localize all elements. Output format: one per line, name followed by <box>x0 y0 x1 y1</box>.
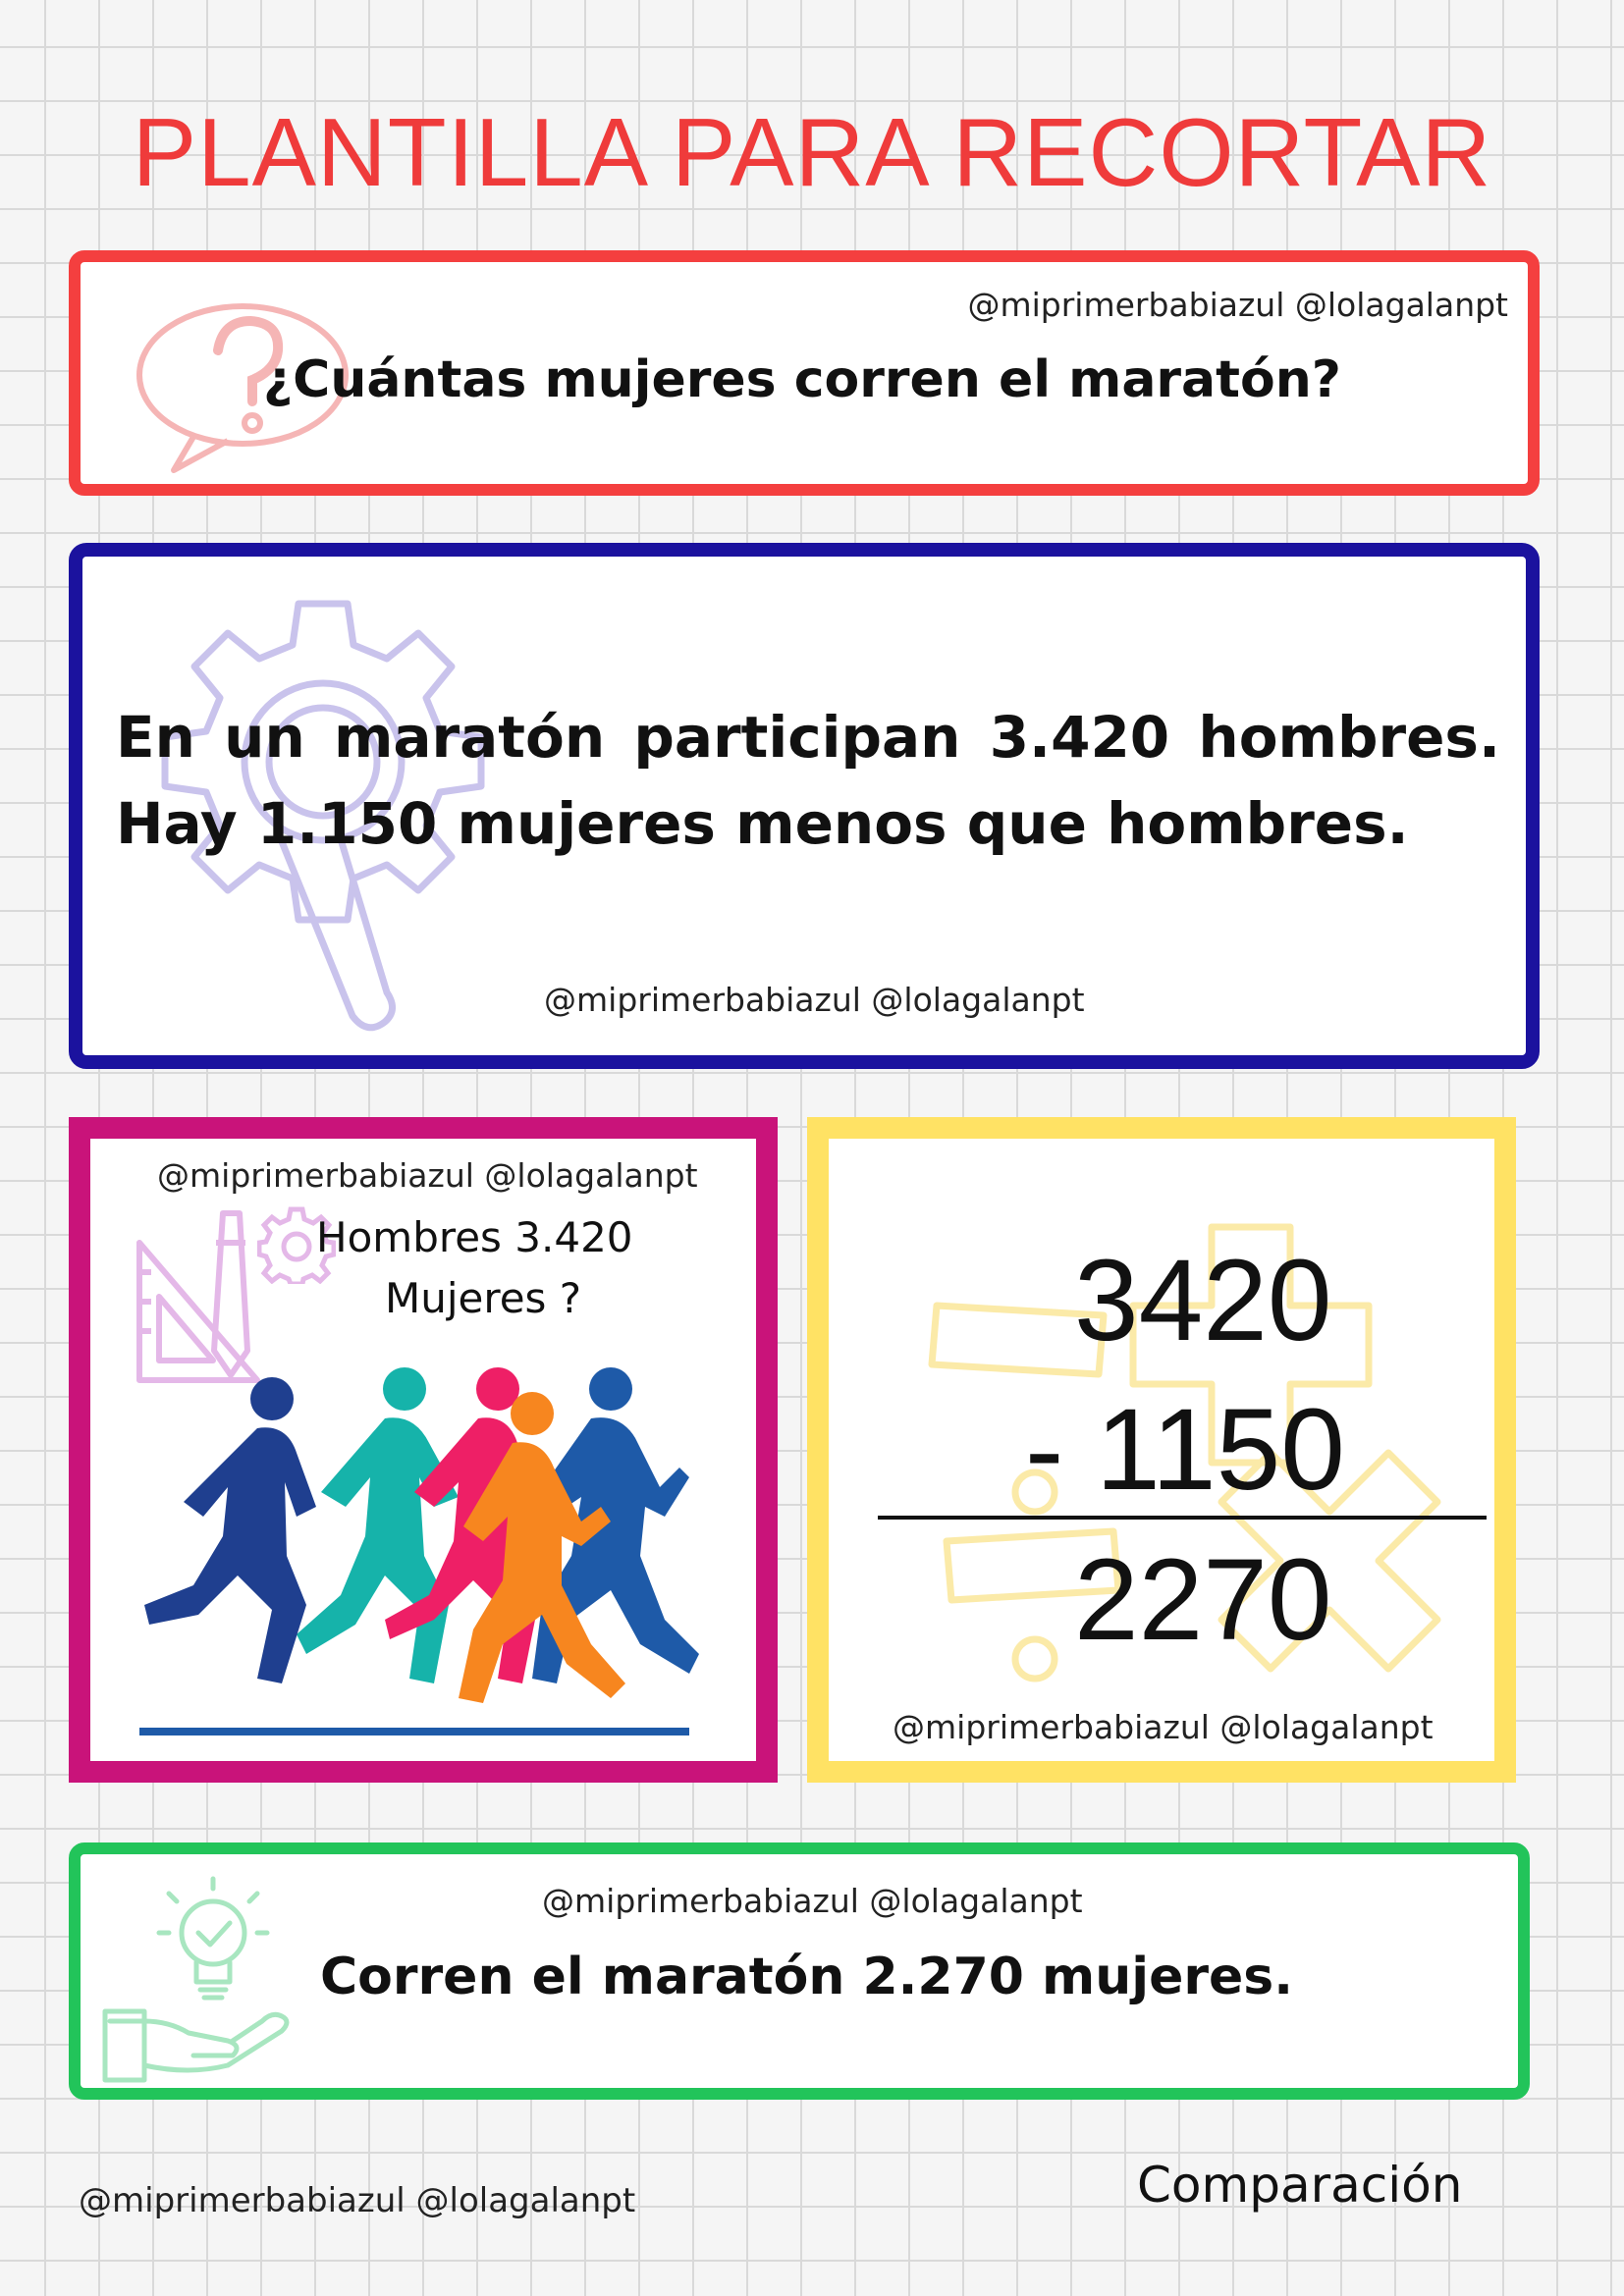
statement-card <box>69 543 1540 1069</box>
operation-card <box>807 1117 1516 1783</box>
question-card <box>69 250 1540 496</box>
statement-line-2: Hay 1.150 mujeres menos que hombres. <box>116 790 1409 857</box>
mujeres-label: Mujeres ? <box>385 1274 582 1322</box>
result: 2270 <box>1074 1535 1332 1665</box>
question-text: ¿Cuántas mujeres corren el maratón? <box>263 350 1341 409</box>
subtrahend: - 1150 <box>1025 1385 1345 1515</box>
credit-label: @miprimerbabiazul @lolagalanpt <box>544 981 1085 1019</box>
credit-label: @miprimerbabiazul @lolagalanpt <box>893 1708 1434 1746</box>
footer-credit: @miprimerbabiazul @lolagalanpt <box>79 2181 636 2220</box>
statement-line-1: En un maratón participan 3.420 hombres. <box>116 704 1500 771</box>
credit-label: @miprimerbabiazul @lolagalanpt <box>967 286 1508 324</box>
lightbulb-hand-icon <box>100 1874 297 2090</box>
credit-label: @miprimerbabiazul @lolagalanpt <box>542 1882 1083 1920</box>
answer-card <box>69 1842 1530 2100</box>
hombres-label: Hombres 3.420 <box>316 1213 633 1261</box>
credit-label: @miprimerbabiazul @lolagalanpt <box>157 1156 698 1195</box>
runners-illustration <box>110 1360 699 1752</box>
minuend: 3420 <box>1074 1236 1332 1365</box>
page-title: PLANTILLA PARA RECORTAR <box>132 98 1492 206</box>
operation-divider <box>878 1516 1487 1520</box>
footer-topic: Comparación <box>1137 2157 1463 2214</box>
answer-text: Corren el maratón 2.270 mujeres. <box>320 1948 1293 2006</box>
image-card <box>69 1117 778 1783</box>
